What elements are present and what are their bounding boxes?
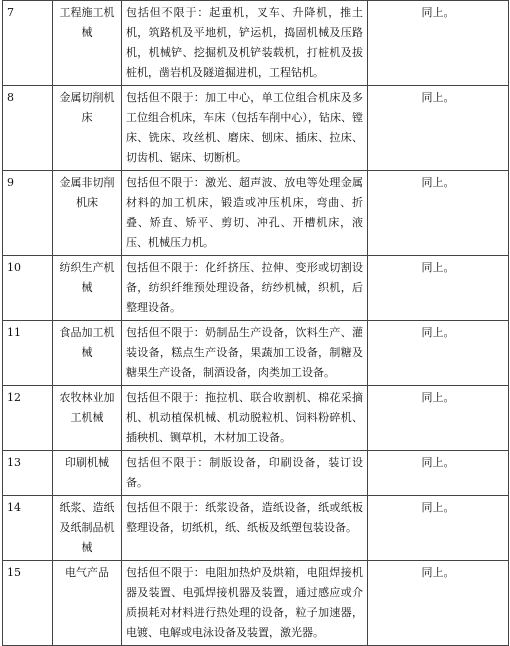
category-name: 金属非切削机床 bbox=[53, 171, 122, 256]
category-description: 包括但不限于：奶制品生产设备，饮料生产、灌装设备，糕点生产设备，果蔬加工设备，制糖及糖果生产设备，制酒设备，肉类加工设备。 bbox=[122, 321, 368, 386]
table-row bbox=[3, 386, 509, 451]
row-number: 8 bbox=[3, 86, 53, 171]
category-note: 同上。 bbox=[368, 171, 509, 256]
table-row bbox=[3, 561, 509, 646]
category-name: 纸浆、造纸及纸制品机械 bbox=[53, 496, 122, 561]
row-number: 12 bbox=[3, 386, 53, 451]
category-note: 同上。 bbox=[368, 496, 509, 561]
row-number: 9 bbox=[3, 171, 53, 256]
category-note: 同上。 bbox=[368, 451, 509, 496]
category-name: 纺织生产机械 bbox=[53, 256, 122, 321]
table-row bbox=[3, 496, 509, 561]
category-name: 食品加工机械 bbox=[53, 321, 122, 386]
table-row bbox=[3, 451, 509, 496]
row-number: 11 bbox=[3, 321, 53, 386]
category-name: 电气产品 bbox=[53, 561, 122, 646]
equipment-category-table bbox=[2, 0, 509, 646]
category-description: 包括但不限于：加工中心，单工位组合机床及多工位组合机床，车床（包括车削中心），钻床、镗床、铣床、攻丝机、磨床、刨床、插床、拉床、切齿机、锯床、切断机。 bbox=[122, 86, 368, 171]
table-row bbox=[3, 256, 509, 321]
category-description: 包括但不限于：化纤挤压、拉伸、变形或切割设备，纺织纤维预处理设备，纺纱机械，织机，后整理设备。 bbox=[122, 256, 368, 321]
category-description: 包括但不限于：拖拉机、联合收割机、棉花采摘机、机动植保机械、机动脱粒机、饲料粉碎机、插秧机、铡草机，木材加工设备。 bbox=[122, 386, 368, 451]
category-description: 包括但不限于：制版设备，印刷设备，装订设备。 bbox=[122, 451, 368, 496]
category-description: 包括但不限于：纸浆设备，造纸设备，纸或纸板整理设备，切纸机，纸、纸板及纸塑包装设备。 bbox=[122, 496, 368, 561]
category-note: 同上。 bbox=[368, 321, 509, 386]
table-row bbox=[3, 321, 509, 386]
category-name: 金属切削机床 bbox=[53, 86, 122, 171]
category-description: 包括但不限于：起重机，叉车、升降机，推土机，筑路机及平地机，铲运机，捣固机械及压路机，机械铲、挖掘机及机铲装载机，打桩机及拔桩机，凿岩机及隧道掘进机，工程钻机。 bbox=[122, 1, 368, 86]
row-number: 7 bbox=[3, 1, 53, 86]
table-row bbox=[3, 1, 509, 86]
row-number: 10 bbox=[3, 256, 53, 321]
row-number: 14 bbox=[3, 496, 53, 561]
category-description: 包括但不限于：激光、超声波、放电等处理金属材料的加工机床，锻造或冲压机床，弯曲、折叠、矫直、矫平、剪切、冲孔、开槽机床，液压、机械压力机。 bbox=[122, 171, 368, 256]
table-row bbox=[3, 171, 509, 256]
category-note: 同上。 bbox=[368, 86, 509, 171]
row-number: 13 bbox=[3, 451, 53, 496]
category-name: 工程施工机械 bbox=[53, 1, 122, 86]
category-note: 同上。 bbox=[368, 1, 509, 86]
category-note: 同上。 bbox=[368, 386, 509, 451]
row-number: 15 bbox=[3, 561, 53, 646]
category-name: 印刷机械 bbox=[53, 451, 122, 496]
category-note: 同上。 bbox=[368, 561, 509, 646]
category-name: 农牧林业加工机械 bbox=[53, 386, 122, 451]
table-row bbox=[3, 86, 509, 171]
category-description: 包括但不限于：电阻加热炉及烘箱，电阻焊接机器及装置、电弧焊接机器及装置，通过感应或介质损耗对材料进行热处理的设备，粒子加速器，电镀、电解或电泳设备及装置，激光器。 bbox=[122, 561, 368, 646]
category-note: 同上。 bbox=[368, 256, 509, 321]
